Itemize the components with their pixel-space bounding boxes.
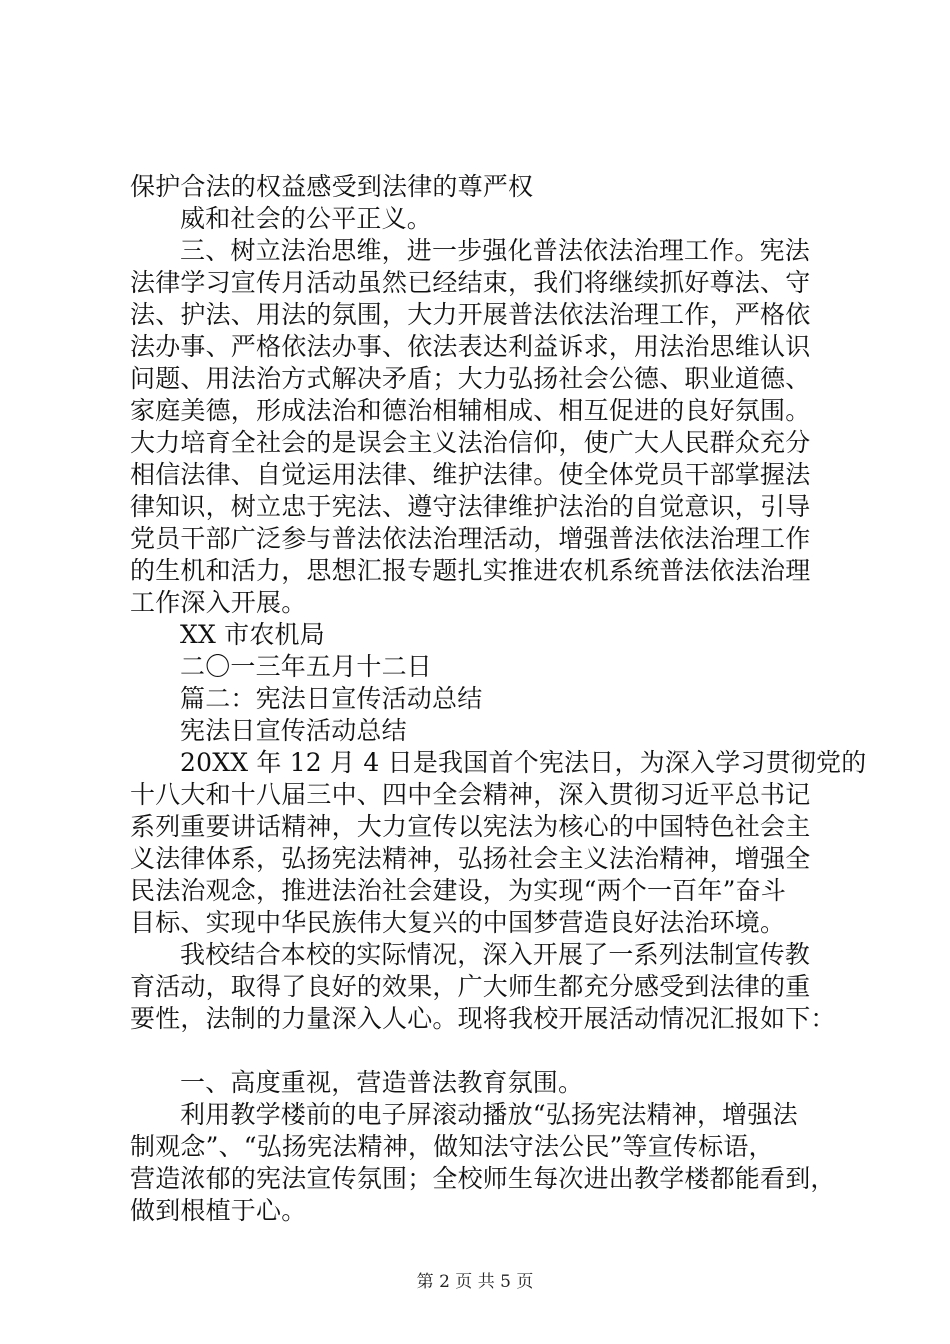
paragraph-line: 律知识，树立忠于宪法、遵守法律维护法治的自觉意识，引导 <box>130 492 811 521</box>
paragraph-line: 大力培育全社会的是误会主义法治信仰，使广大人民群众充分 <box>130 428 811 457</box>
paragraph-line: 法律学习宣传月活动虽然已经结束，我们将继续抓好尊法、守 <box>130 268 811 297</box>
paragraph-line: 家庭美德，形成法治和德治相辅相成、相互促进的良好氛围。 <box>130 396 811 425</box>
paragraph-line: 法办事、严格依法办事、依法表达利益诉求，用法治思维认识 <box>130 332 811 361</box>
paragraph-line: 三、树立法治思维，进一步强化普法依法治理工作。宪法 <box>180 236 811 265</box>
paragraph-line: 要性，法制的力量深入人心。现将我校开展活动情况汇报如下： <box>130 1004 836 1033</box>
page-number: 第 2 页 共 5 页 <box>416 1272 534 1292</box>
section-heading: 篇二：宪法日宣传活动总结 <box>180 684 483 713</box>
paragraph-line: 系列重要讲话精神，大力宣传以宪法为核心的中国特色社会主 <box>130 812 811 841</box>
paragraph-line: 党员干部广泛参与普法依法治理活动，增强普法依法治理工作 <box>130 524 811 553</box>
paragraph-line: 的生机和活力，思想汇报专题扎实推进农机系统普法依法治理 <box>130 556 811 585</box>
paragraph-line: 义法律体系，弘扬宪法精神，弘扬社会主义法治精神，增强全 <box>130 844 811 873</box>
paragraph-line: 保护合法的权益感受到法律的尊严权 <box>130 172 534 201</box>
document-title: 宪法日宣传活动总结 <box>180 716 407 745</box>
paragraph-line: 十八大和十八届三中、四中全会精神，深入贯彻习近平总书记 <box>130 780 811 809</box>
signature-date: 二〇一三年五月十二日 <box>180 652 433 681</box>
paragraph-line: 20XX 年 12 月 4 日是我国首个宪法日，为深入学习贯彻党的 <box>180 748 867 777</box>
paragraph-line: 利用教学楼前的电子屏滚动播放“弘扬宪法精神，增强法 <box>180 1100 798 1129</box>
signature-org: XX 市农机局 <box>180 620 325 649</box>
paragraph-line: 制观念”、“弘扬宪法精神，做知法守法公民”等宣传标语， <box>130 1132 774 1161</box>
section-heading: 一、高度重视，营造普法教育氛围。 <box>180 1068 584 1097</box>
paragraph-line: 做到根植于心。 <box>130 1196 307 1225</box>
paragraph-line: 目标、实现中华民族伟大复兴的中国梦营造良好法治环境。 <box>130 908 786 937</box>
paragraph-line: 工作深入开展。 <box>130 588 307 617</box>
paragraph-line: 问题、用法治方式解决矛盾；大力弘扬社会公德、职业道德、 <box>130 364 811 393</box>
paragraph-line: 法、护法、用法的氛围，大力开展普法依法治理工作，严格依 <box>130 300 811 329</box>
paragraph-line: 营造浓郁的宪法宣传氛围；全校师生每次进出教学楼都能看到， <box>130 1164 836 1193</box>
paragraph-line: 民法治观念，推进法治社会建设，为实现“两个一百年”奋斗 <box>130 876 786 905</box>
paragraph-line: 相信法律、自觉运用法律、维护法律。使全体党员干部掌握法 <box>130 460 811 489</box>
paragraph-line: 育活动，取得了良好的效果，广大师生都充分感受到法律的重 <box>130 972 811 1001</box>
paragraph-line: 威和社会的公平正义。 <box>180 204 433 233</box>
paragraph-line: 我校结合本校的实际情况，深入开展了一系列法制宣传教 <box>180 940 811 969</box>
